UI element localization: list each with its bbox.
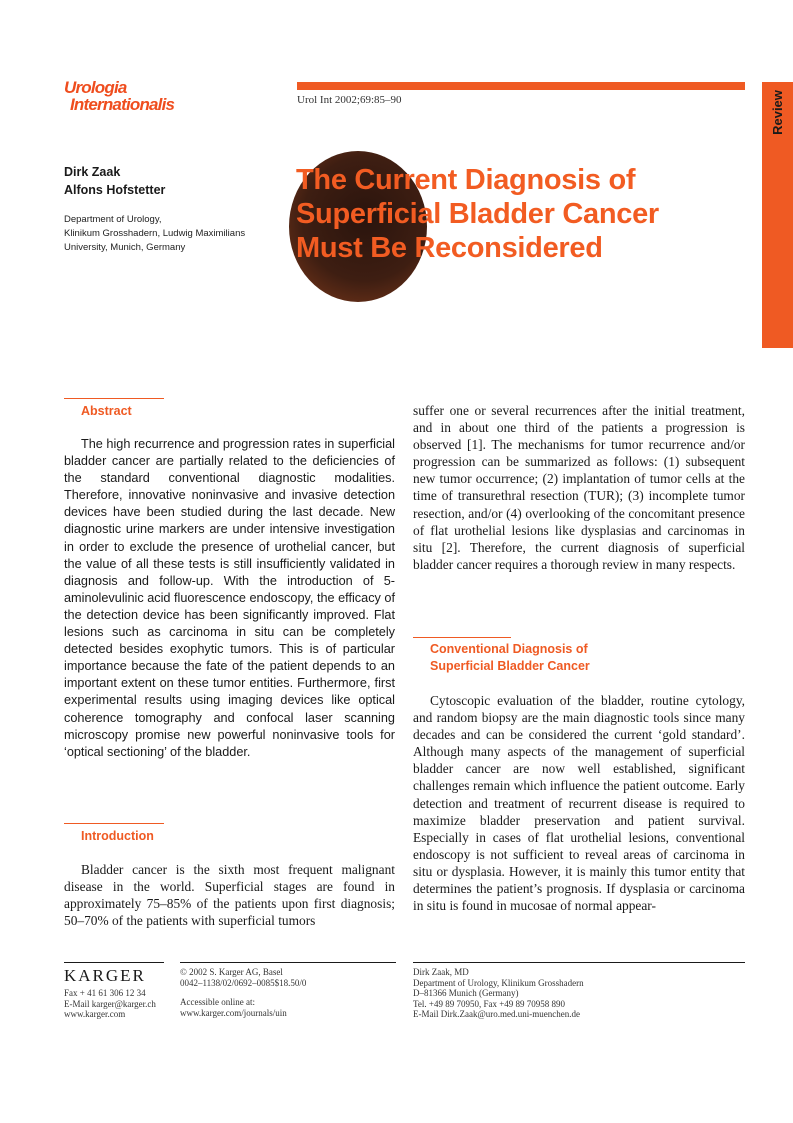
introduction-rule bbox=[64, 823, 164, 824]
author-name: Dirk Zaak bbox=[64, 165, 121, 179]
conventional-body bbox=[413, 692, 745, 914]
conventional-text: Cytoscopic evaluation of the bladder, routine cytology, and random biopsy are the main diagnostic tools since many decades and can be considered the current ‘gold standard’. Although many aspects of the management of superficial bladder cancer are now well established, significant challenges remain which influence the patient outcome. Early detection and treatment of recurrent disease is required to maximize bladder preservation and patient survival. Especially in cases of flat urothelial lesions, conventional endoscopy is not sufficient to reveal areas of carcinoma in situ or dysplasia. However, it is mainly this tumor entity that determines the patient’s prognosis. If dysplasia or carcinoma in situ is found in mucosae of normal appear- bbox=[413, 693, 745, 914]
journal-logo bbox=[64, 79, 174, 113]
introduction-heading: Introduction bbox=[81, 829, 154, 843]
footer-rule-right bbox=[413, 962, 745, 963]
correspondence-line: Department of Urology, Klinikum Grosshadern bbox=[413, 977, 584, 988]
header-bar bbox=[297, 82, 745, 90]
conventional-heading bbox=[430, 641, 590, 675]
publisher-contact bbox=[64, 988, 156, 1020]
citation: Urol Int 2002;69:85–90 bbox=[297, 94, 402, 106]
correspondence-email[interactable]: E-Mail Dirk.Zaak@uro.med.uni-muenchen.de bbox=[413, 1009, 580, 1020]
affiliation bbox=[64, 213, 294, 255]
footer-rule-left bbox=[64, 962, 164, 963]
affiliation-line: University, Munich, Germany bbox=[64, 242, 186, 253]
introduction-continued-text: suffer one or several recurrences after the initial treatment, and in about one third of the patients a progression is observed [1]. The mechanisms for tumor recurrence and/or progression can be summarized as follows: (1) subsequent new tumor occurrence; (2) implantation of tumor cells at the time of transurethral resection (TUR); (3) incomplete tumor resection, and/or (4) overlooking of the concomitant presence of flat urothelial lesions like dysplasias and carcinomas in situ [2]. Therefore, the current diagnosis of superficial bladder cancer requires a thorough review in many respects. bbox=[413, 403, 745, 572]
authors bbox=[64, 163, 165, 199]
online-access-link[interactable]: www.karger.com/journals/uin bbox=[180, 1007, 287, 1018]
conventional-rule bbox=[413, 637, 511, 638]
publisher-website: www.karger.com bbox=[64, 1009, 126, 1020]
introduction-text: Bladder cancer is the sixth most frequent malignant disease in the world. Superficial stages are found in approximately 75–85% of the patients upon first diagnosis; 50–70% of the patients with superficial tumors bbox=[64, 862, 395, 929]
abstract-heading: Abstract bbox=[81, 404, 132, 418]
publisher-fax: Fax + 41 61 306 12 34 bbox=[64, 988, 146, 998]
introduction-body bbox=[64, 861, 395, 929]
publisher-logo: KARGER bbox=[64, 966, 146, 985]
publisher-email: E-Mail karger@karger.ch bbox=[64, 998, 156, 1009]
correspondence-line: Tel. +49 89 70950, Fax +49 89 70958 890 bbox=[413, 998, 566, 1009]
correspondence bbox=[413, 967, 584, 1020]
section-tab-label: Review bbox=[769, 89, 785, 135]
title-line: The Current Diagnosis of bbox=[296, 164, 636, 196]
correspondence-line: D–81366 Munich (Germany) bbox=[413, 988, 519, 999]
correspondence-line: Dirk Zaak, MD bbox=[413, 967, 469, 977]
copyright-line: 0042–1138/02/0692–0085$18.50/0 bbox=[180, 977, 307, 988]
copyright-line: © 2002 S. Karger AG, Basel bbox=[180, 967, 283, 977]
affiliation-line: Department of Urology, bbox=[64, 214, 162, 225]
online-access-label: Accessible online at: bbox=[180, 997, 255, 1007]
abstract-rule bbox=[64, 398, 164, 399]
online-access bbox=[180, 997, 287, 1018]
section-tab-label-wrap bbox=[765, 82, 789, 142]
copyright-block bbox=[180, 967, 306, 988]
author-name: Alfons Hofstetter bbox=[64, 183, 166, 197]
title-line: Superficial Bladder Cancer bbox=[296, 198, 659, 230]
journal-logo-line2: Internationalis bbox=[70, 95, 175, 114]
journal-logo-line1: Urologia bbox=[64, 78, 127, 97]
conventional-heading-line: Superficial Bladder Cancer bbox=[430, 659, 590, 673]
affiliation-line: Klinikum Grosshadern, Ludwig Maximilians bbox=[64, 228, 246, 239]
abstract-body bbox=[64, 436, 395, 761]
title-line: Must Be Reconsidered bbox=[296, 232, 603, 264]
introduction-continued bbox=[413, 402, 745, 573]
conventional-heading-line: Conventional Diagnosis of bbox=[430, 642, 588, 656]
abstract-text: The high recurrence and progression rates in superficial bladder cancer are partially related to the deficiencies of the standard conventional diagnostic modalities. Therefore, innovative noninvasive and invasive detection devices have been studied during the last decade. New diagnostic urine markers are under intensive investigation in order to exclude the presence of urothelial cancer, but the value of all these tests is still insufficiently validated in diagnosis and follow-up. With the introduction of 5-aminolevulinic acid fluorescence endoscopy, the efficacy of the detection device has been significantly improved. Flat lesions such as carcinoma in situ can be completely detected besides exophytic tumors. This is of particular importance because the fate of the patient depends to an important extent on these tumor entities. Furthermore, first experimental results using imaging devices like optical coherence tomography and confocal laser scanning microscopy promise new powerful noninvasive tools for ‘optical sectioning’ of the bladder. bbox=[64, 437, 396, 759]
article-title bbox=[296, 163, 659, 265]
footer-rule-middle bbox=[180, 962, 396, 963]
